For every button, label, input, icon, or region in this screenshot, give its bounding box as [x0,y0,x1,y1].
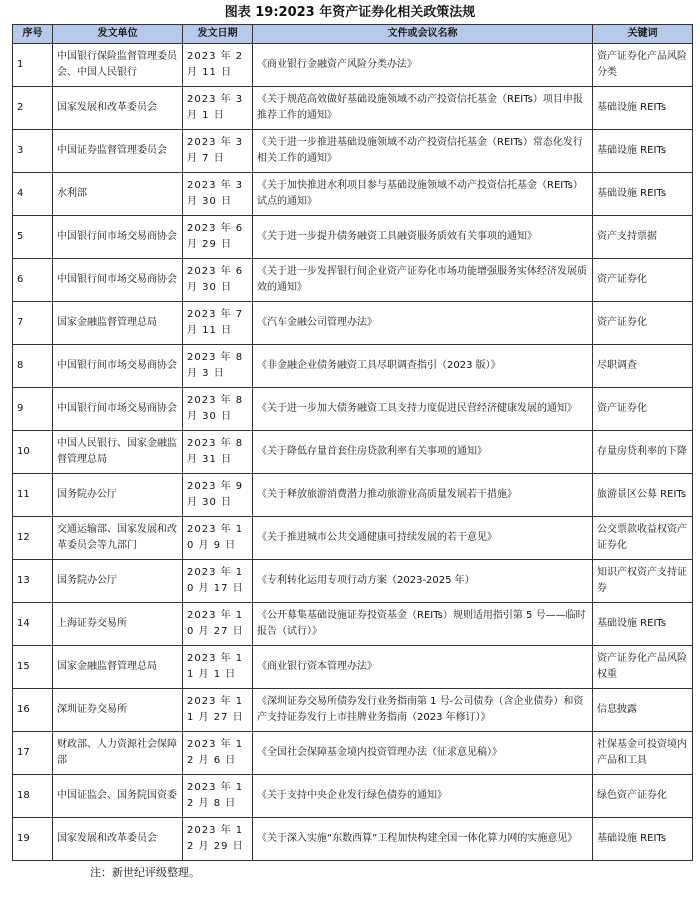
header-date: 发文日期 [183,25,253,44]
table-row [13,216,693,259]
serial-cell: 3 [13,130,53,173]
issuer-cell: 中国银行间市场交易商协会 [53,388,183,431]
keyword-cell: 资产证券化 [593,388,693,431]
serial-cell: 8 [13,345,53,388]
issuer-cell: 国家金融监督管理总局 [53,302,183,345]
document-cell: 《汽车金融公司管理办法》 [253,302,593,345]
serial-cell: 6 [13,259,53,302]
issuer-cell: 中国银行间市场交易商协会 [53,216,183,259]
issuer-cell: 国务院办公厅 [53,474,183,517]
keyword-cell: 基础设施 REITs [593,818,693,861]
table-row [13,646,693,689]
issuer-cell: 中国银行间市场交易商协会 [53,345,183,388]
keyword-cell: 基础设施 REITs [593,603,693,646]
document-cell: 《公开募集基础设施证券投资基金（REITs）规则适用指引第 5 号——临时报告（试行）》 [253,603,593,646]
date-cell: 2023 年 3 月 30 日 [183,173,253,216]
header-serial: 序号 [13,25,53,44]
document-cell: 《非金融企业债务融资工具尽职调查指引（2023 版）》 [253,345,593,388]
table-row [13,474,693,517]
document-cell: 《深圳证券交易所债券发行业务指南第 1 号-公司债券（含企业债券）和资产支持证券发行上市挂牌业务指南（2023 年修订）》 [253,689,593,732]
keyword-cell: 基础设施 REITs [593,173,693,216]
source-note: 注：新世纪评级整理。 [90,866,200,879]
keyword-cell: 信息披露 [593,689,693,732]
serial-cell: 18 [13,775,53,818]
keyword-cell: 社保基金可投资境内产品和工具 [593,732,693,775]
document-cell: 《全国社会保障基金境内投资管理办法（征求意见稿）》 [253,732,593,775]
issuer-cell: 国家发展和改革委员会 [53,818,183,861]
document-cell: 《关于加快推进水利项目参与基础设施领域不动产投资信托基金（REITs）试点的通知》 [253,173,593,216]
document-cell: 《专利转化运用专项行动方案（2023-2025 年） [253,560,593,603]
document-cell: 《商业银行资本管理办法》 [253,646,593,689]
date-cell: 2023 年 11 月 1 日 [183,646,253,689]
table-row [13,517,693,560]
issuer-cell: 中国人民银行、国家金融监督管理总局 [53,431,183,474]
table-row [13,87,693,130]
date-cell: 2023 年 11 月 27 日 [183,689,253,732]
keyword-cell: 资产证券化产品风险分类 [593,44,693,87]
issuer-cell: 中国银行保险监督管理委员会、中国人民银行 [53,44,183,87]
document-cell: 《关于进一步提升债务融资工具融资服务质效有关事项的通知》 [253,216,593,259]
serial-cell: 2 [13,87,53,130]
date-cell: 2023 年 8 月 30 日 [183,388,253,431]
date-cell: 2023 年 6 月 30 日 [183,259,253,302]
document-cell: 《关于推进城市公共交通健康可持续发展的若干意见》 [253,517,593,560]
keyword-cell: 知识产权资产支持证券 [593,560,693,603]
keyword-cell: 资产证券化产品风险权重 [593,646,693,689]
serial-cell: 7 [13,302,53,345]
header-row [13,25,693,44]
issuer-cell: 国家金融监督管理总局 [53,646,183,689]
table-row [13,302,693,345]
date-cell: 2023 年 3 月 1 日 [183,87,253,130]
header-document: 文件或会议名称 [253,25,593,44]
keyword-cell: 旅游景区公募 REITs [593,474,693,517]
issuer-cell: 深圳证券交易所 [53,689,183,732]
serial-cell: 1 [13,44,53,87]
serial-cell: 17 [13,732,53,775]
document-cell: 《关于进一步加大债务融资工具支持力度促进民营经济健康发展的通知》 [253,388,593,431]
issuer-cell: 国家发展和改革委员会 [53,87,183,130]
keyword-cell: 绿色资产证券化 [593,775,693,818]
serial-cell: 10 [13,431,53,474]
keyword-cell: 资产证券化 [593,302,693,345]
table-row [13,388,693,431]
serial-cell: 4 [13,173,53,216]
table-row [13,732,693,775]
keyword-cell: 资产证券化 [593,259,693,302]
table-row [13,775,693,818]
document-cell: 《关于降低存量首套住房贷款利率有关事项的通知》 [253,431,593,474]
date-cell: 2023 年 10 月 9 日 [183,517,253,560]
date-cell: 2023 年 6 月 29 日 [183,216,253,259]
date-cell: 2023 年 10 月 27 日 [183,603,253,646]
header-keyword: 关键词 [593,25,693,44]
keyword-cell: 基础设施 REITs [593,87,693,130]
serial-cell: 15 [13,646,53,689]
document-cell: 《关于进一步推进基础设施领域不动产投资信托基金（REITs）常态化发行相关工作的通知》 [253,130,593,173]
date-cell: 2023 年 12 月 6 日 [183,732,253,775]
keyword-cell: 资产支持票据 [593,216,693,259]
document-cell: 《关于规范高效做好基础设施领域不动产投资信托基金（REITs）项目申报推荐工作的通知》 [253,87,593,130]
table-row [13,818,693,861]
table-row [13,173,693,216]
table-row [13,603,693,646]
serial-cell: 19 [13,818,53,861]
keyword-cell: 公交票款收益权资产证券化 [593,517,693,560]
serial-cell: 9 [13,388,53,431]
issuer-cell: 水利部 [53,173,183,216]
serial-cell: 13 [13,560,53,603]
serial-cell: 5 [13,216,53,259]
serial-cell: 16 [13,689,53,732]
table-row [13,431,693,474]
document-cell: 《关于深入实施“东数西算”工程加快构建全国一体化算力网的实施意见》 [253,818,593,861]
keyword-cell: 存量房贷利率的下降 [593,431,693,474]
issuer-cell: 上海证券交易所 [53,603,183,646]
document-cell: 《商业银行金融资产风险分类办法》 [253,44,593,87]
issuer-cell: 中国证券监督管理委员会 [53,130,183,173]
table-row [13,44,693,87]
table-row [13,560,693,603]
issuer-cell: 财政部、人力资源社会保障部 [53,732,183,775]
issuer-cell: 中国银行间市场交易商协会 [53,259,183,302]
document-cell: 《关于进一步发挥银行间企业资产证券化市场功能增强服务实体经济发展质效的通知》 [253,259,593,302]
issuer-cell: 交通运输部、国家发展和改革委员会等九部门 [53,517,183,560]
date-cell: 2023 年 8 月 3 日 [183,345,253,388]
serial-cell: 12 [13,517,53,560]
table-row [13,345,693,388]
policy-table [12,24,693,861]
document-cell: 《关于释放旅游消费潜力推动旅游业高质量发展若干措施》 [253,474,593,517]
date-cell: 2023 年 8 月 31 日 [183,431,253,474]
date-cell: 2023 年 3 月 7 日 [183,130,253,173]
document-cell: 《关于支持中央企业发行绿色债券的通知》 [253,775,593,818]
keyword-cell: 基础设施 REITs [593,130,693,173]
date-cell: 2023 年 9 月 30 日 [183,474,253,517]
table-row [13,130,693,173]
date-cell: 2023 年 12 月 29 日 [183,818,253,861]
date-cell: 2023 年 10 月 17 日 [183,560,253,603]
date-cell: 2023 年 12 月 8 日 [183,775,253,818]
serial-cell: 14 [13,603,53,646]
table-title: 图表 19:2023 年资产证券化相关政策法规 [224,5,476,20]
keyword-cell: 尽职调查 [593,345,693,388]
table-row [13,259,693,302]
issuer-cell: 国务院办公厅 [53,560,183,603]
serial-cell: 11 [13,474,53,517]
date-cell: 2023 年 2 月 11 日 [183,44,253,87]
issuer-cell: 中国证监会、国务院国资委 [53,775,183,818]
header-issuer: 发文单位 [53,25,183,44]
date-cell: 2023 年 7 月 11 日 [183,302,253,345]
table-row [13,689,693,732]
